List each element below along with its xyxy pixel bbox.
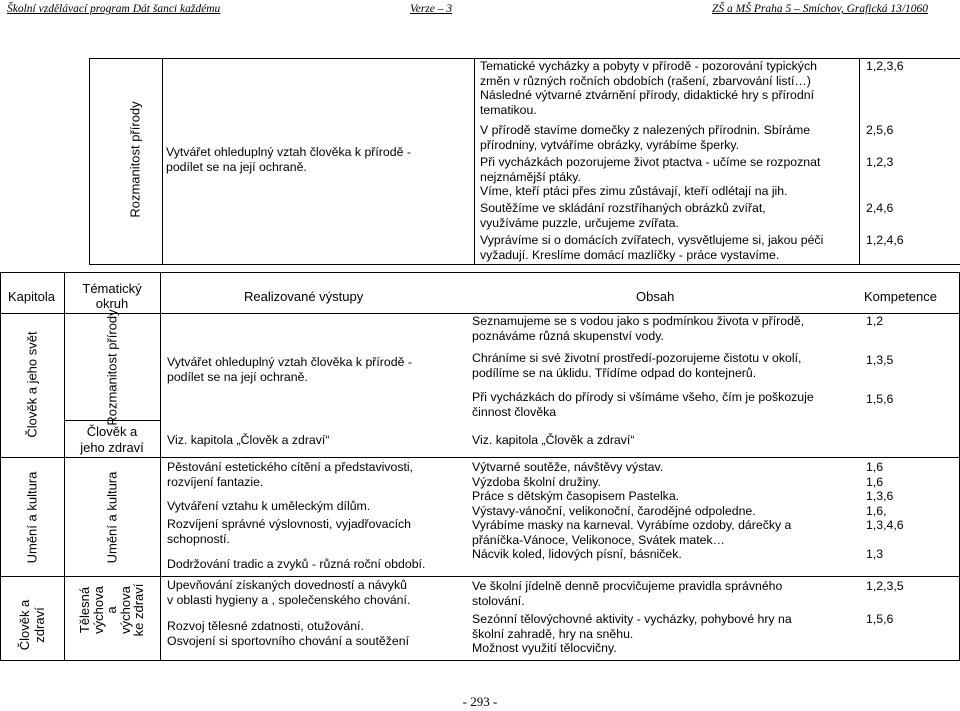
col-header-kapitola: Kapitola [8,289,55,304]
chapter-umeni-a-kultura: Umění a kultura [24,471,40,564]
s1-content-2: Chráníme si své životní prostředí-pozorujeme čistotu v okolí, podílíme se na úklidu. Třídíme odpad do kontejnerů. [472,351,802,380]
top-output-line2: podílet se na její ochraně. [166,160,307,174]
header-version: Verze – 3 [410,3,453,15]
theme-umeni-a-kultura: Umění a kultura [104,471,120,564]
s2-output-1: Pěstování estetického cítění a představivosti, rozvíjení fantazie. [167,460,414,489]
top-content-row1: Tematické vycházky a pobyty v přírodě - pozorování typických změn v různých ročních obdobích (rašení, zbarvování listí…) Následné výtvarné ztvárnění přírody, didaktické hry s přírodní tematikou. [480,59,817,117]
top-content-row3: Při vycházkách pozorujeme život ptactva - učíme se rozpoznat nejznámější ptáky. Víme, kteří ptáci přes zimu zůstávají, kteří odlétají na jih. [480,155,821,198]
col-header-obsah: Obsah [636,289,675,304]
col-header-okruh: Tématický okruh [82,281,142,311]
page-header [0,2,960,20]
s1-competence-3: 1,5,6 [866,392,894,406]
top-competence-4: 2,4,6 [866,201,894,215]
s1-viz-output: Viz. kapitola „Člověk a zdraví“ [167,433,330,447]
top-competence-1: 1,2,3,6 [866,59,904,73]
header-school-program: Školní vzdělávací program Dát šanci každému [7,3,221,15]
top-competence-2: 2,5,6 [866,123,894,137]
top-competence-5: 1,2,4,6 [866,233,904,247]
s3-competence-1: 1,2,3,5 [866,579,904,593]
col-header-kompetence: Kompetence [864,289,937,304]
s1-content-3: Při vycházkách do přírody si všímáme všeho, čím je poškozuje činnost člověka [472,390,814,419]
chapter-clovek-a-jeho-svet: Člověk a jeho svět [24,331,40,438]
theme-rozmanitost-prirody: Rozmanitost přírody [104,309,120,426]
header-school-address: ZŠ a MŠ Praha 5 – Smíchov, Grafická 13/1060 [712,3,929,15]
top-theme-label: Rozmanitost přírody [127,101,143,218]
col-header-vystupy: Realizované výstupy [244,289,364,304]
theme-telesna-vychova: Tělesná výchova a výchova ke zdraví [77,583,147,637]
s3-outputs: Upevňování získaných dovedností a návyků v oblasti hygieny a , společenského chování. Rozvoj tělesné zdatnosti, otužování. Osvojení si sportovního chování a soutěžení [167,578,411,648]
top-competence-3: 1,2,3 [866,155,894,169]
s2-output-4: Dodržování tradic a zvyků - různá roční období. [167,557,426,571]
s1-competence-2: 1,3,5 [866,353,894,367]
s2-content: Výtvarné soutěže, návštěvy výstav. Výzdoba školní družiny. Práce s dětským časopisem Pastelka. Výstavy-vánoční, velikonoční, čarodějné odpoledne. Vyrábíme masky na karneval. Vyrábíme ozdoby, dárečky a přáníčka-Vánoce, Velikonoce, Svátek matek… Nácvik koled, lidových písní, básniček. [472,460,792,561]
chapter-clovek-a-zdravi: Člověk a zdraví [17,599,47,651]
s3-content-2: Sezónní tělovýchovné aktivity - vycházky, pohybové hry na školní zahradě, hry na sněhu. Možnost využití tělocvičny. [472,612,792,655]
s2-output-2: Vytváření vztahu k uměleckým dílům. [167,499,371,513]
top-content-row4: Soutěžíme ve skládání rozstříhaných obrázků zvířat, využíváme puzzle, určujeme zvířata. [480,201,766,230]
s1-output: Vytvářet ohleduplný vztah člověka k přírodě - podílet se na její ochraně. [167,355,412,384]
s3-competence-2: 1,5,6 [866,612,894,626]
top-output-line1: Vytvářet ohleduplný vztah člověka k přírodě - [166,145,411,159]
s1-content-1: Seznamujeme se s vodou jako s podmínkou života v přírodě, poznáváme různá skupenství vody. [472,314,805,343]
s1-competence-1: 1,2 [866,314,884,328]
s2-competences: 1,6 1,6 1,3,6 1,6, 1,3,4,6 1,3 [866,460,904,561]
theme-clovek-a-jeho-zdravi: Člověk a jeho zdraví [80,424,144,455]
page-number: - 293 - [462,694,498,709]
s2-output-3: Rozvíjení správné výslovnosti, vyjadřovacích schopností. [167,517,411,546]
s3-content-1: Ve školní jídelně denně procvičujeme pravidla správného stolování. [472,579,783,608]
top-content-row2: V přírodě stavíme domečky z nalezených přírodnin. Sbíráme přírodniny, vytváříme obrázky, vyrábíme šperky. [480,123,811,152]
s1-viz-content: Viz. kapitola „Člověk a zdraví“ [472,433,635,447]
top-content-row5: Vyprávíme si o domácích zvířatech, vysvětlujeme si, jakou péči vyžadují. Kreslíme domácí mazlíčky - práce vystavíme. [480,233,824,262]
